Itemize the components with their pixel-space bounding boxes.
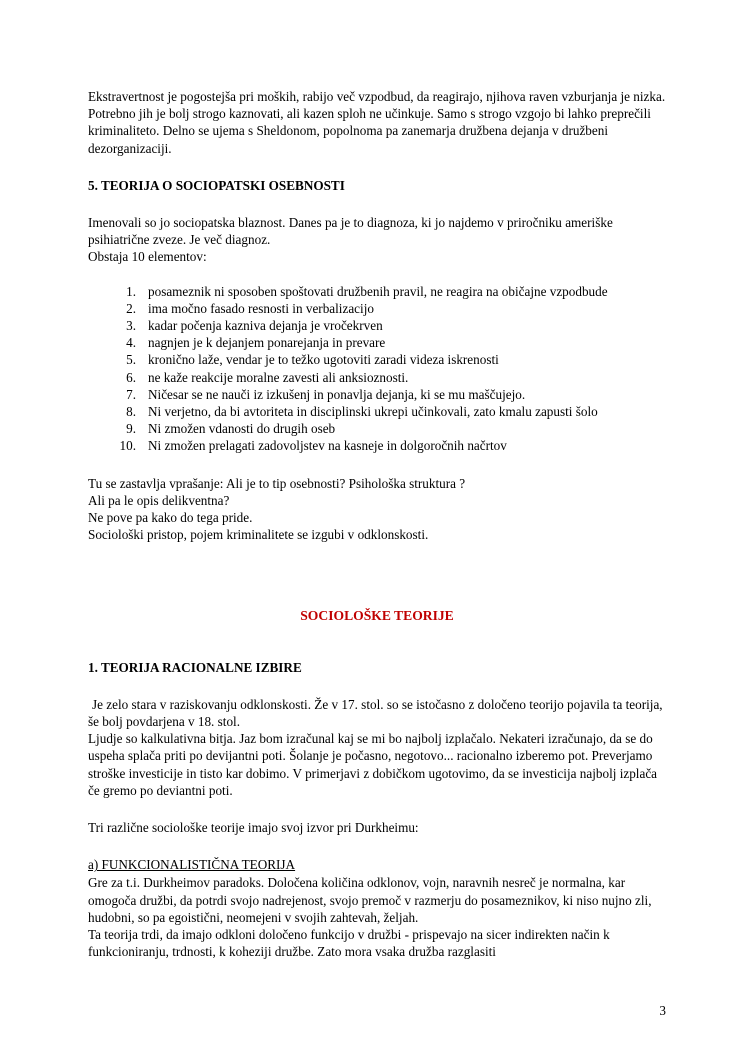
- paragraph-durkheim-origin: Tri različne sociološke teorije imajo svoj izvor pri Durkheimu:: [88, 820, 419, 836]
- paragraph-intro: Ekstravertnost je pogostejša pri moških, rabijo več vzpodbud, da reagirajo, njihova raven vzburjanja je nizka. Potrebno jih je bolj strogo kaznovati, ali kazen sploh ne učinkuje. Samo s strogo vzgojo bi lahko preprečili kriminaliteto. Delno se ujema s Sheldonom, popolnoma pa zanemarja družbena dejanja v družbeni dezorganizaciji.: [88, 89, 666, 156]
- spacer: [88, 625, 666, 659]
- document-body: [88, 88, 666, 960]
- list-item: [88, 403, 666, 420]
- list-item: [88, 300, 666, 317]
- spacer: [88, 455, 666, 475]
- list-item-number: 2.: [126, 300, 136, 316]
- paragraph-elements-count: Obstaja 10 elementov:: [88, 249, 207, 265]
- list-item-text: nagnjen je k dejanjem ponarejanja in prevare: [148, 335, 386, 351]
- list-item-text: ne kaže reakcije moralne zavesti ali anksioznosti.: [148, 369, 409, 385]
- list-item-text: Ni zmožen prelagati zadovoljstev na kasneje in dolgoročnih načrtov: [148, 438, 507, 454]
- list-item-text: kadar počenja kazniva dejanja je vročekrven: [148, 318, 383, 334]
- list-item: [88, 351, 666, 368]
- list-item-number: 10.: [119, 438, 136, 454]
- list-item: [88, 437, 666, 454]
- list-item: [88, 369, 666, 386]
- list-item: [88, 334, 666, 351]
- paragraph-rational-choice-2: Ljudje so kalkulativna bitja. Jaz bom izračunal kaj se mi bo najbolj izplačalo. Nekateri izračunajo, da se do uspeha splača priti po devijantni poti. Šolanje je počasno, negotovo... racionalno izberemo pot. Preverjamo stroške investicije in tisto kar dobimo. V primerjavi z dobičkom ugotovimo, da se investicija najbolj izplača če gremo po deviantni poti.: [88, 731, 658, 798]
- spacer: [88, 157, 666, 177]
- list-item-number: 6.: [126, 369, 136, 385]
- list-item-number: 5.: [126, 352, 136, 368]
- list-item-number: 3.: [126, 318, 136, 334]
- list-item-number: 7.: [126, 386, 136, 402]
- closing-line-3: Ne pove pa kako do tega pride.: [88, 510, 253, 526]
- list-item-text: Ničesar se ne nauči iz izkušenj in ponavlja dejanja, ki se mu maščujejo.: [148, 386, 526, 402]
- paragraph-functionalist-1: Gre za t.i. Durkheimov paradoks. Določena količina odklonov, vojn, naravnih nesreč je normalna, kar omogoča družbi, da potrdi svojo nadrejenost, svojo premoč v razmerju do posameznikov, ki niso nujno zli, hudobni, so pa egoistični, neomejeni v svojih zahtevah, željah.: [88, 875, 652, 925]
- list-item-number: 4.: [126, 335, 136, 351]
- list-item-text: ima močno fasado resnosti in verbalizacijo: [148, 300, 374, 316]
- closing-line-4: Sociološki pristop, pojem kriminalitete se izgubi v odklonskosti.: [88, 527, 429, 543]
- list-item-text: Ni zmožen vdanosti do drugih oseb: [148, 421, 336, 437]
- list-item: [88, 420, 666, 437]
- paragraph-sociopathic-definition: Imenovali so jo sociopatska blaznost. Danes pa je to diagnoza, ki jo najdemo v priročniku ameriške psihiatrične zveze. Je več diagnoz.: [88, 215, 613, 248]
- list-item: [88, 386, 666, 403]
- closing-line-1: Tu se zastavlja vprašanje: Ali je to tip osebnosti? Psihološka struktura ?: [88, 475, 466, 491]
- spacer: [88, 799, 666, 819]
- spacer: [88, 194, 666, 214]
- spacer: [88, 543, 666, 587]
- spacer: [88, 676, 666, 696]
- paragraph-functionalist-2: Ta teorija trdi, da imajo odkloni določeno funkcijo v družbi - prispevajo na sicer indirekten način k funkcioniranju, trdnosti, k koheziji družbe. Zato mora vsaka družba razglasiti: [88, 926, 610, 960]
- paragraph-rational-choice-1: Je zelo stara v raziskovanju odklonskosti. Že v 17. stol. so se istočasno z določeno teorijo pojavila ta teorija, še bolj povdarjena v 18. stol.: [88, 696, 663, 730]
- sociopathy-elements-list: [88, 283, 666, 455]
- list-item-number: 9.: [126, 421, 136, 437]
- spacer: [88, 587, 666, 607]
- list-item-text: kronično laže, vendar je to težko ugotoviti zaradi videza iskrenosti: [148, 352, 499, 368]
- spacer: [88, 836, 666, 856]
- list-item-text: Ni verjetno, da bi avtoriteta in disciplinski ukrepi učinkovali, zato kmalu zapusti šolo: [148, 404, 598, 420]
- list-item-number: 1.: [126, 283, 136, 299]
- page-number: 3: [659, 1003, 666, 1018]
- heading-sociopathic-personality-theory: 5. TEORIJA O SOCIOPATSKI OSEBNOSTI: [88, 177, 345, 193]
- list-item: [88, 317, 666, 334]
- subheading-functionalist-theory: a) FUNKCIONALISTIČNA TEORIJA: [88, 857, 296, 873]
- heading-rational-choice-theory: 1. TEORIJA RACIONALNE IZBIRE: [88, 659, 302, 675]
- list-item: [88, 283, 666, 300]
- subheading-functionalist-theory-wrapper: [88, 856, 666, 874]
- closing-line-2: Ali pa le opis delikventna?: [88, 492, 230, 508]
- list-item-text: posameznik ni sposoben spoštovati družbenih pravil, ne reagira na običajne vzpodbude: [148, 283, 608, 299]
- list-item-number: 8.: [126, 404, 136, 420]
- spacer: [88, 266, 666, 283]
- heading-sociological-theories: SOCIOLOŠKE TEORIJE: [300, 608, 454, 624]
